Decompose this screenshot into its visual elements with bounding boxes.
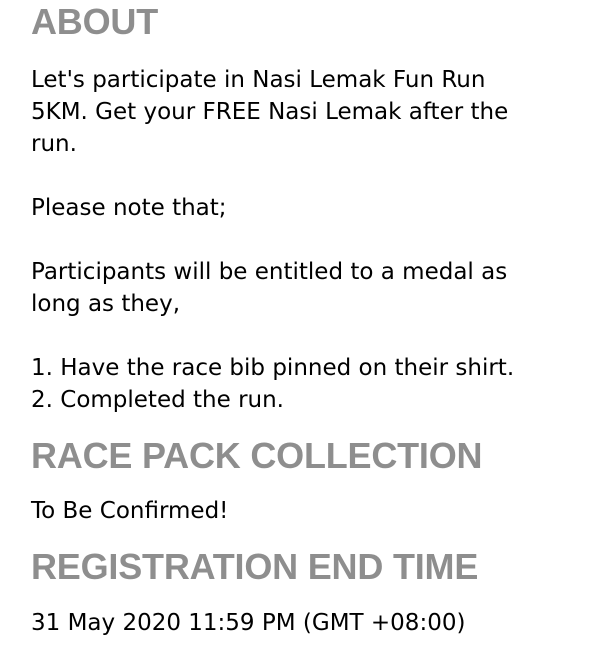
about-note: Please note that; [31, 195, 227, 221]
about-intro-line: Let's participate in Nasi Lemak Fun Run [31, 67, 486, 93]
about-intro-line: 5KM. Get your FREE Nasi Lemak after the [31, 99, 509, 125]
condition-item: 2. Completed the run. [31, 387, 284, 413]
about-entitled-line: long as they, [31, 291, 181, 317]
registration-end-time: 31 May 2020 11:59 PM (GMT +08:00) [31, 610, 466, 636]
about-heading: ABOUT [31, 1, 158, 42]
race-pack-text: To Be Confirmed! [31, 498, 229, 524]
about-intro-line: run. [31, 131, 77, 157]
paragraph-gap [31, 160, 591, 192]
race-pack-heading: RACE PACK COLLECTION [31, 435, 483, 476]
paragraph-gap [31, 320, 591, 352]
condition-item: 1. Have the race bib pinned on their shirt. [31, 355, 515, 381]
paragraph-gap [31, 224, 591, 256]
event-details [31, 0, 591, 639]
registration-end-heading: REGISTRATION END TIME [31, 546, 479, 587]
about-entitled-line: Participants will be entitled to a medal as [31, 259, 508, 285]
about-description [31, 64, 591, 416]
